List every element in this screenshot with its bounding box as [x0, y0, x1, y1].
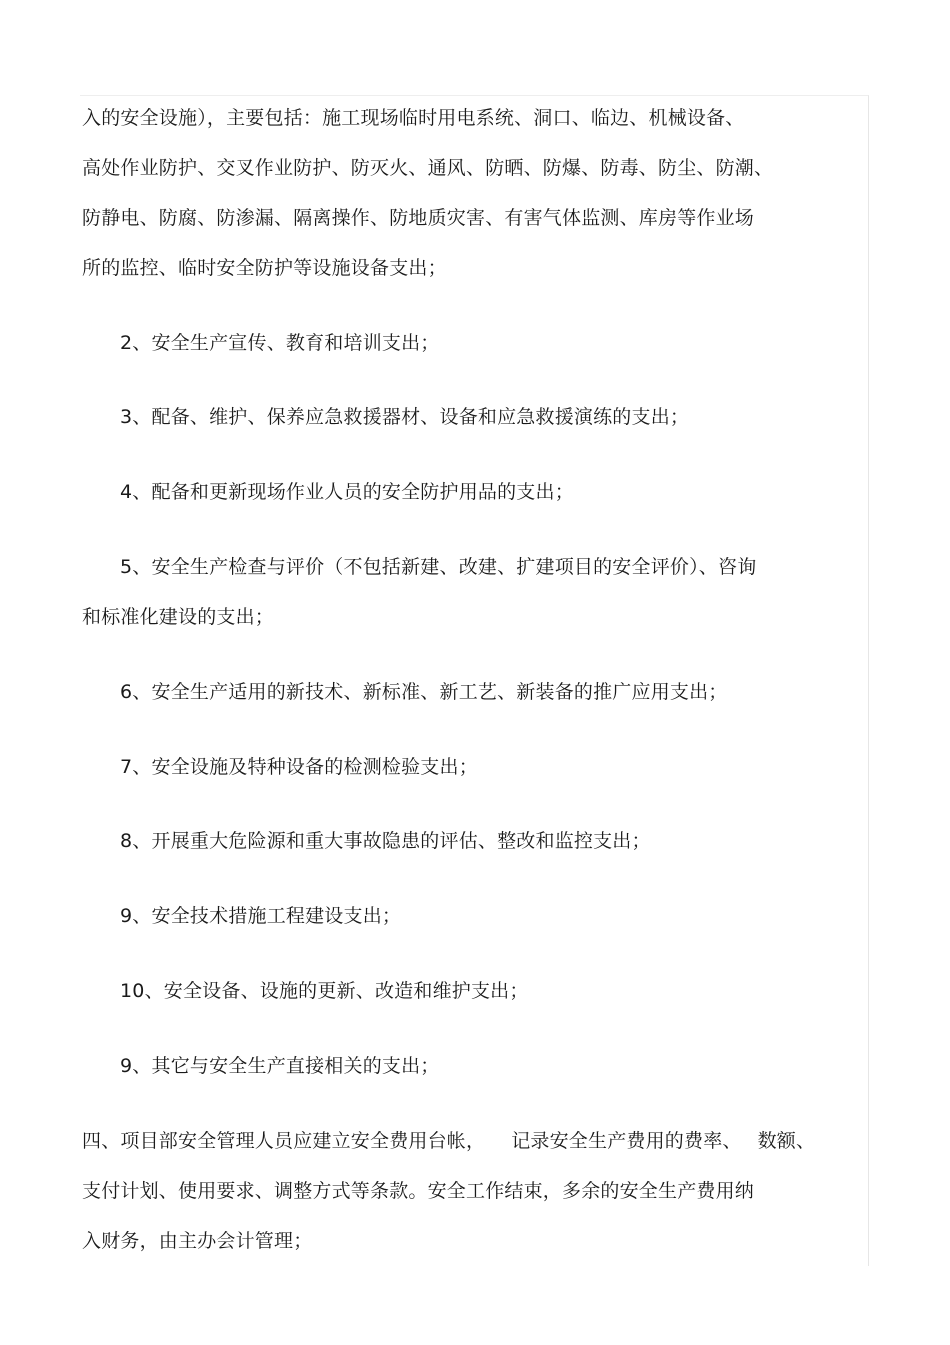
list-item-5: 5、安全生产检查与评价（不包括新建、改建、扩建项目的安全评价）、咨询: [120, 556, 757, 578]
section-four-line-2: 支付计划、使用要求、调整方式等条款。安全工作结束，多余的安全生产费用纳: [82, 1180, 755, 1202]
intro-line-4: 所的监控、临时安全防护等设施设备支出；: [82, 257, 447, 279]
list-item-6: 6、安全生产适用的新技术、新标准、新工艺、新装备的推广应用支出；: [120, 681, 728, 703]
intro-line-3: 防静电、防腐、防渗漏、隔离操作、防地质灾害、有害气体监测、库房等作业场: [82, 207, 755, 229]
intro-line-2: 高处作业防护、交叉作业防护、防灭火、通风、防晒、防爆、防毒、防尘、防潮、: [82, 157, 774, 179]
list-item-2: 2、安全生产宣传、教育和培训支出；: [120, 332, 440, 354]
section-four-text-b: 记录安全生产费用的费率、: [511, 1130, 742, 1152]
list-item-7: 7、安全设施及特种设备的检测检验支出；: [120, 756, 478, 778]
section-four-line-3: 入财务，由主办会计管理；: [82, 1230, 313, 1252]
list-item-10: 10、安全设备、设施的更新、改造和维护支出；: [120, 980, 529, 1002]
section-four-text-a: 四、项目部安全管理人员应建立安全费用台帐，: [82, 1130, 486, 1152]
list-item-4: 4、配备和更新现场作业人员的安全防护用品的支出；: [120, 481, 574, 503]
list-item-other: 9、其它与安全生产直接相关的支出；: [120, 1055, 440, 1077]
list-item-8: 8、开展重大危险源和重大事故隐患的评估、整改和监控支出；: [120, 830, 651, 852]
list-item-9: 9、安全技术措施工程建设支出；: [120, 905, 402, 927]
section-four-line-1: [82, 1129, 815, 1153]
intro-line-1: 入的安全设施），主要包括：施工现场临时用电系统、洞口、临边、机械设备、: [82, 107, 745, 129]
list-item-3: 3、配备、维护、保养应急救援器材、设备和应急救援演练的支出；: [120, 406, 690, 428]
section-four-text-c: 数额、: [757, 1130, 816, 1152]
list-item-5-continued: 和标准化建设的支出；: [82, 606, 275, 628]
